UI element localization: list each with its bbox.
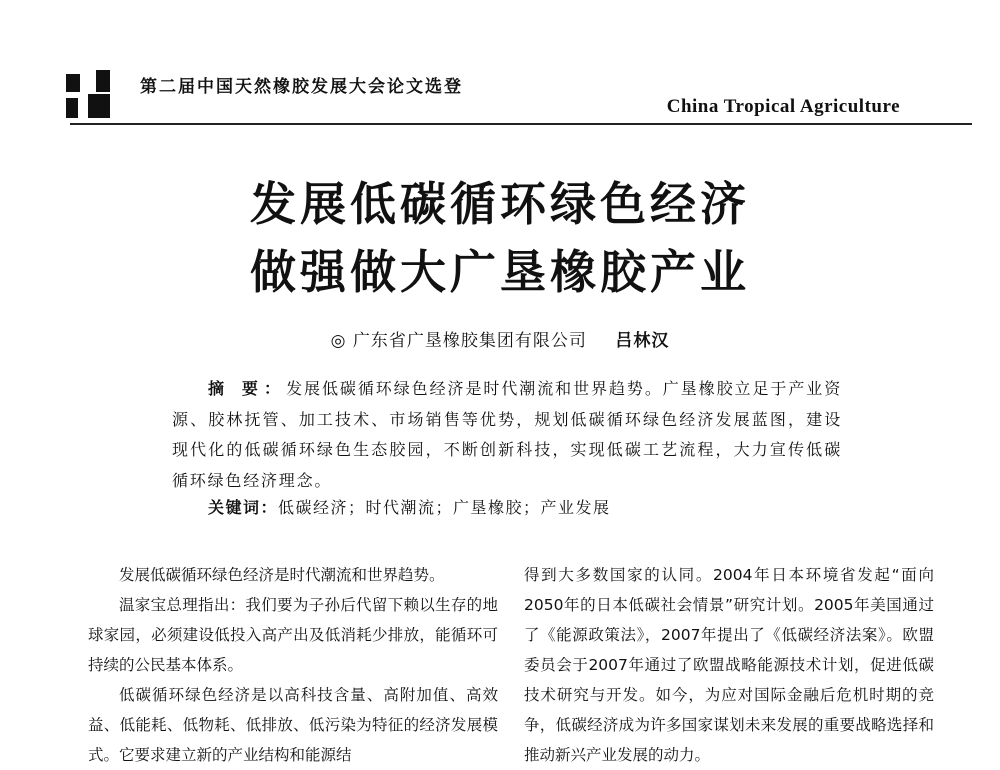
author: 吕林汉 <box>615 331 670 351</box>
series-title: 第二届中国天然橡胶发展大会论文选登 <box>140 77 463 97</box>
body-paragraph: 温家宝总理指出：我们要为子孙后代留下赖以生存的地球家园，必须建设低投入高产出及低消耗少排放，能循环可持续的公民基本体系。 <box>88 596 498 674</box>
journal-logo <box>66 70 112 118</box>
journal-name: China Tropical Agriculture <box>666 96 900 117</box>
body-column-left <box>88 560 498 770</box>
body-paragraph: 发展低碳循环绿色经济是时代潮流和世界趋势。 <box>119 566 445 584</box>
abstract-text: 发展低碳循环绿色经济是时代潮流和世界趋势。广垦橡胶立足于产业资源、胶林抚管、加工技术、市场销售等优势，规划低碳循环绿色经济发展蓝图，建设现代化的低碳循环绿色生态胶园，不断创新科技，实现低碳工艺流程，大力宣传低碳循环绿色经济理念。 <box>172 379 842 490</box>
keywords-text: 低碳经济；时代潮流；广垦橡胶；产业发展 <box>278 498 611 517</box>
organization: 广东省广垦橡胶集团有限公司 <box>352 331 587 351</box>
abstract-label: 摘 要： <box>208 379 287 398</box>
byline-mark: ◎ <box>330 331 347 351</box>
article-title-line1: 发展低碳循环绿色经济 <box>250 177 750 231</box>
body-paragraph: 低碳循环绿色经济是以高科技含量、高附加值、高效益、低能耗、低物耗、低排放、低污染为特征的经济发展模式。它要求建立新的产业结构和能源结 <box>88 686 498 764</box>
keywords-label: 关键词： <box>208 498 279 517</box>
body-column-right <box>524 560 934 770</box>
header-rule <box>70 123 972 125</box>
byline <box>0 326 1000 351</box>
abstract <box>172 374 842 496</box>
article-title-line2: 做强做大广垦橡胶产业 <box>250 245 750 299</box>
body-paragraph: 得到大多数国家的认同。2004年日本环境省发起“面向2050年的日本低碳社会情景”研究计划。2005年美国通过了《能源政策法》，2007年提出了《低碳经济法案》。欧盟委员会于2007年通过了欧盟战略能源技术计划，促进低碳技术研究与开发。如今，为应对国际金融后危机时期的竞争，低碳经济成为许多国家谋划未来发展的重要战略选择和推动新兴产业发展的动力。 <box>524 566 934 764</box>
keywords <box>208 495 611 518</box>
